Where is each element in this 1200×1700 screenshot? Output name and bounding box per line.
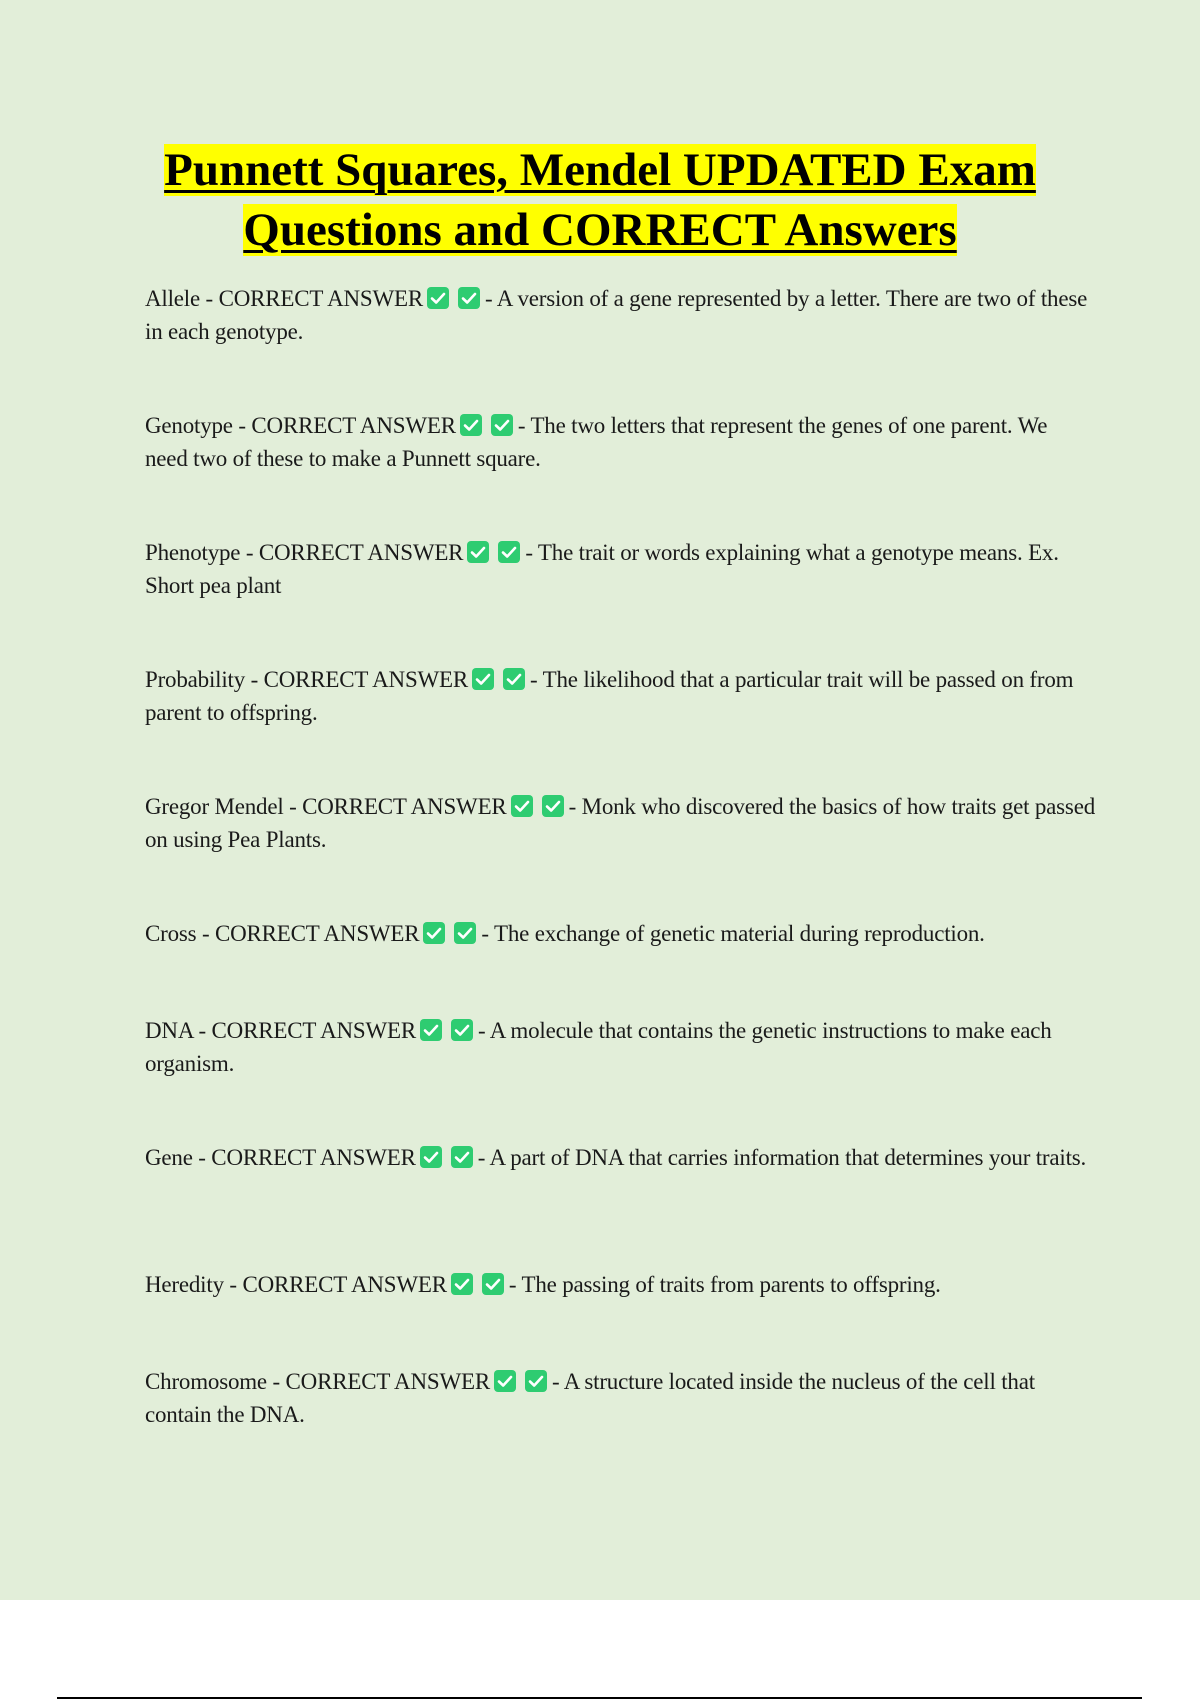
definition: A part of DNA that carries information that determines your traits. [489,1145,1087,1170]
term: Allele [145,286,200,311]
check-mark-icon [451,1273,473,1295]
check-mark-icon [498,541,520,563]
qa-entry: DNA - CORRECT ANSWER - A molecule that contains the genetic instructions to make each organism. [145,1018,1052,1076]
definition: A structure located inside the nucleus of the cell that contain the DNA. [145,1369,1035,1427]
qa-entry: Gregor Mendel - CORRECT ANSWER - Monk who discovered the basics of how traits get passed on using Pea Plants. [145,794,1095,852]
definition: The exchange of genetic material during reproduction. [494,921,985,946]
answer-marker: CORRECT ANSWER [214,921,420,946]
term: Heredity [145,1272,224,1297]
qa-entry: Probability - CORRECT ANSWER - The likelihood that a particular trait will be passed on from parent to offspring. [145,667,1074,725]
check-mark-icon [420,1019,442,1041]
qa-entry: Heredity - CORRECT ANSWER - The passing of traits from parents to offspring. [145,1272,941,1297]
document-title [100,140,1100,260]
answer-marker: CORRECT ANSWER [211,1018,416,1043]
answer-marker: CORRECT ANSWER [302,794,507,819]
term: Gregor Mendel [145,794,284,819]
term: Cross [145,921,197,946]
answer-marker: CORRECT ANSWER [251,413,456,438]
definition: Monk who discovered the basics of how traits get passed on using Pea Plants. [145,794,1095,852]
definition: A version of a gene represented by a letter. There are two of these in each genotype. [145,286,1088,344]
check-mark-icon [503,668,525,690]
qa-entry: Phenotype - CORRECT ANSWER - The trait or words explaining what a genotype means. Ex. Short pea plant [145,540,1059,598]
check-mark-icon [491,414,513,436]
check-mark-icon [525,1370,547,1392]
check-mark-icon [420,1146,442,1168]
check-mark-icon [423,922,445,944]
check-mark-icon [472,668,494,690]
title-line-1: Punnett Squares, Mendel UPDATED Exam [164,144,1036,196]
qa-entry: Genotype - CORRECT ANSWER - The two letters that represent the genes of one parent. We need two of these to make a Punnett square. [145,413,1048,471]
qa-entry: Allele - CORRECT ANSWER - A version of a gene represented by a letter. There are two of these in each genotype. [145,286,1088,344]
check-mark-icon [451,1019,473,1041]
definition: The two letters that represent the genes of one parent. We need two of these to make a Punnett square. [145,413,1048,471]
answer-marker: CORRECT ANSWER [242,1272,447,1297]
definition: A molecule that contains the genetic instructions to make each organism. [145,1018,1052,1076]
term: Genotype [145,413,233,438]
term: Probability [145,667,246,692]
check-mark-icon [454,922,476,944]
check-mark-icon [427,287,449,309]
definition: The likelihood that a particular trait will be passed on from parent to offspring. [145,667,1074,725]
term: Chromosome [145,1369,267,1394]
answer-marker: CORRECT ANSWER [263,667,469,692]
title-line-2: Questions and CORRECT Answers [243,204,957,256]
term: Gene [145,1145,193,1170]
term: DNA [145,1018,193,1043]
answer-marker: CORRECT ANSWER [218,286,424,311]
definition: The trait or words explaining what a genotype means. Ex. Short pea plant [145,540,1059,598]
check-mark-icon [458,287,480,309]
check-mark-icon [482,1273,504,1295]
answer-marker: CORRECT ANSWER [285,1369,490,1394]
qa-entry: Gene - CORRECT ANSWER - A part of DNA that carries information that determines your traits. [145,1145,1087,1170]
check-mark-icon [494,1370,516,1392]
check-mark-icon [460,414,482,436]
check-mark-icon [451,1146,473,1168]
definition: The passing of traits from parents to offspring. [521,1272,941,1297]
qa-entry: Cross - CORRECT ANSWER - The exchange of genetic material during reproduction. [145,921,985,946]
check-mark-icon [511,795,533,817]
footer-divider [57,1697,1142,1699]
check-mark-icon [467,541,489,563]
answer-marker: CORRECT ANSWER [258,540,464,565]
qa-entry: Chromosome - CORRECT ANSWER - A structure located inside the nucleus of the cell that contain the DNA. [145,1369,1035,1427]
answer-marker: CORRECT ANSWER [211,1145,416,1170]
check-mark-icon [542,795,564,817]
term: Phenotype [145,540,241,565]
